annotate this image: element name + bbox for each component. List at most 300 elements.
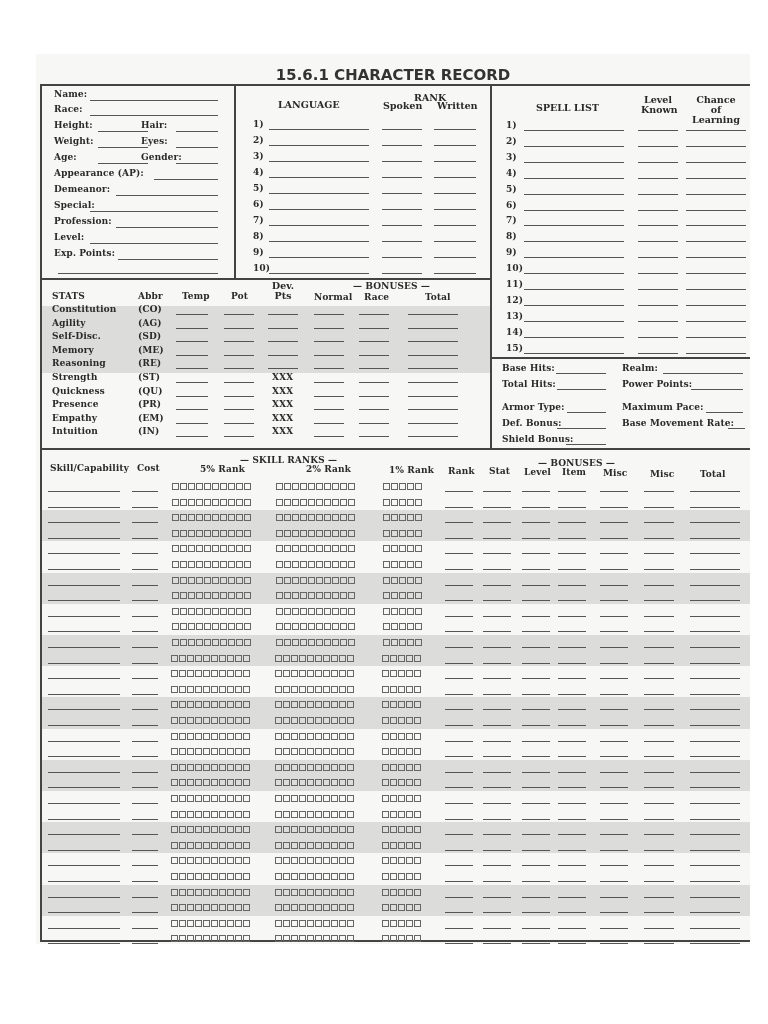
rank-checkbox[interactable] (391, 561, 398, 568)
level-known-line[interactable] (638, 194, 678, 195)
rank-checkbox[interactable] (211, 670, 218, 677)
misc2-line[interactable] (644, 694, 674, 695)
rank-checkbox[interactable] (332, 639, 339, 646)
rank-checkbox[interactable] (390, 670, 397, 677)
rank-line[interactable] (445, 600, 473, 601)
spell-name-line[interactable] (524, 241, 624, 242)
skill-name-line[interactable] (48, 585, 120, 586)
rank-checkbox[interactable] (414, 655, 421, 662)
rank-checkbox[interactable] (315, 795, 322, 802)
rank-checkbox[interactable] (235, 889, 242, 896)
level-line[interactable] (522, 585, 550, 586)
rank-checkbox[interactable] (315, 701, 322, 708)
rank-checkbox[interactable] (292, 514, 299, 521)
cost-line[interactable] (132, 943, 158, 944)
rank-checkbox[interactable] (195, 920, 202, 927)
rank-checkbox[interactable] (414, 764, 421, 771)
rank-checkbox[interactable] (382, 811, 389, 818)
rank-checkbox[interactable] (347, 920, 354, 927)
rank-checkbox[interactable] (227, 920, 234, 927)
rank2-boxes[interactable] (276, 561, 356, 570)
rank-checkbox[interactable] (171, 717, 178, 724)
rank-checkbox[interactable] (275, 795, 282, 802)
rank-checkbox[interactable] (219, 779, 226, 786)
rank-checkbox[interactable] (414, 889, 421, 896)
rank5-boxes[interactable] (172, 483, 252, 492)
item-line[interactable] (558, 647, 586, 648)
rank-checkbox[interactable] (348, 577, 355, 584)
skill-name-line[interactable] (48, 647, 120, 648)
rank-checkbox[interactable] (211, 842, 218, 849)
rank-checkbox[interactable] (414, 795, 421, 802)
item-line[interactable] (558, 834, 586, 835)
item-line[interactable] (558, 491, 586, 492)
rank-checkbox[interactable] (323, 795, 330, 802)
misc2-line[interactable] (644, 912, 674, 913)
rank-checkbox[interactable] (308, 639, 315, 646)
rank-checkbox[interactable] (398, 811, 405, 818)
rank-checkbox[interactable] (406, 889, 413, 896)
rank-checkbox[interactable] (171, 857, 178, 864)
rank-checkbox[interactable] (172, 514, 179, 521)
rank2-boxes[interactable] (275, 811, 355, 820)
rank-checkbox[interactable] (219, 686, 226, 693)
rank-checkbox[interactable] (187, 826, 194, 833)
shield-bonus-line[interactable] (566, 444, 606, 445)
spoken-rank-line[interactable] (382, 241, 422, 242)
rank-line[interactable] (445, 507, 473, 508)
rank-checkbox[interactable] (391, 623, 398, 630)
rank-checkbox[interactable] (300, 483, 307, 490)
rank-checkbox[interactable] (220, 639, 227, 646)
rank-checkbox[interactable] (171, 826, 178, 833)
rank-checkbox[interactable] (171, 795, 178, 802)
rank-checkbox[interactable] (195, 842, 202, 849)
rank-checkbox[interactable] (211, 748, 218, 755)
rank-checkbox[interactable] (211, 935, 218, 942)
rank-checkbox[interactable] (211, 686, 218, 693)
level-line[interactable] (522, 756, 550, 757)
rank5-boxes[interactable] (172, 592, 252, 601)
field-line[interactable] (98, 163, 148, 164)
misc1-line[interactable] (600, 647, 628, 648)
rank-checkbox[interactable] (235, 873, 242, 880)
stat-line[interactable] (483, 631, 511, 632)
temp-line[interactable] (176, 436, 208, 437)
rank-checkbox[interactable] (180, 514, 187, 521)
misc1-line[interactable] (600, 881, 628, 882)
rank1-boxes[interactable] (383, 545, 423, 554)
rank-checkbox[interactable] (284, 514, 291, 521)
rank-checkbox[interactable] (315, 670, 322, 677)
rank-checkbox[interactable] (347, 935, 354, 942)
skill-name-line[interactable] (48, 678, 120, 679)
rank-checkbox[interactable] (316, 623, 323, 630)
rank-checkbox[interactable] (299, 795, 306, 802)
rank-checkbox[interactable] (299, 779, 306, 786)
rank-checkbox[interactable] (390, 920, 397, 927)
rank-checkbox[interactable] (382, 655, 389, 662)
rank-checkbox[interactable] (179, 811, 186, 818)
total-line[interactable] (408, 341, 458, 342)
temp-line[interactable] (176, 341, 208, 342)
rank-checkbox[interactable] (211, 857, 218, 864)
rank-checkbox[interactable] (236, 530, 243, 537)
cost-line[interactable] (132, 787, 158, 788)
rank-checkbox[interactable] (204, 623, 211, 630)
misc1-line[interactable] (600, 819, 628, 820)
rank-checkbox[interactable] (382, 686, 389, 693)
level-line[interactable] (522, 850, 550, 851)
rank-checkbox[interactable] (195, 889, 202, 896)
rank-checkbox[interactable] (228, 499, 235, 506)
rank-checkbox[interactable] (390, 686, 397, 693)
rank-checkbox[interactable] (180, 530, 187, 537)
stat-line[interactable] (483, 600, 511, 601)
skill-name-line[interactable] (48, 912, 120, 913)
field-line[interactable] (98, 131, 148, 132)
rank-checkbox[interactable] (203, 733, 210, 740)
rank-checkbox[interactable] (284, 623, 291, 630)
rank-checkbox[interactable] (339, 920, 346, 927)
def-bonus-line[interactable] (557, 428, 606, 429)
rank-checkbox[interactable] (188, 623, 195, 630)
rank-checkbox[interactable] (324, 514, 331, 521)
rank-checkbox[interactable] (228, 545, 235, 552)
rank-checkbox[interactable] (171, 842, 178, 849)
rank-checkbox[interactable] (291, 701, 298, 708)
cost-line[interactable] (132, 663, 158, 664)
rank-checkbox[interactable] (219, 655, 226, 662)
rank-checkbox[interactable] (382, 764, 389, 771)
skill-name-line[interactable] (48, 803, 120, 804)
rank-checkbox[interactable] (275, 717, 282, 724)
skill-name-line[interactable] (48, 522, 120, 523)
rank-line[interactable] (445, 803, 473, 804)
rank-checkbox[interactable] (347, 733, 354, 740)
rank-checkbox[interactable] (228, 514, 235, 521)
rank-checkbox[interactable] (235, 935, 242, 942)
rank-checkbox[interactable] (398, 842, 405, 849)
rank-checkbox[interactable] (383, 623, 390, 630)
rank-checkbox[interactable] (235, 779, 242, 786)
rank-checkbox[interactable] (227, 779, 234, 786)
spell-name-line[interactable] (524, 146, 624, 147)
rank-checkbox[interactable] (236, 499, 243, 506)
rank-checkbox[interactable] (299, 764, 306, 771)
rank-checkbox[interactable] (406, 655, 413, 662)
rank-checkbox[interactable] (308, 514, 315, 521)
rank-checkbox[interactable] (219, 717, 226, 724)
rank-checkbox[interactable] (406, 686, 413, 693)
level-line[interactable] (522, 569, 550, 570)
total-line[interactable] (690, 819, 740, 820)
rank-checkbox[interactable] (291, 857, 298, 864)
rank-checkbox[interactable] (244, 592, 251, 599)
rank-checkbox[interactable] (307, 904, 314, 911)
rank-checkbox[interactable] (291, 655, 298, 662)
rank-checkbox[interactable] (299, 857, 306, 864)
rank-checkbox[interactable] (324, 608, 331, 615)
level-line[interactable] (522, 538, 550, 539)
skill-name-line[interactable] (48, 616, 120, 617)
rank-checkbox[interactable] (347, 779, 354, 786)
normal-line[interactable] (314, 341, 344, 342)
rank-checkbox[interactable] (340, 545, 347, 552)
total-line[interactable] (408, 314, 458, 315)
level-line[interactable] (522, 787, 550, 788)
rank-checkbox[interactable] (244, 530, 251, 537)
rank-checkbox[interactable] (244, 623, 251, 630)
rank-checkbox[interactable] (195, 826, 202, 833)
level-known-line[interactable] (638, 321, 678, 322)
rank-checkbox[interactable] (228, 639, 235, 646)
skill-name-line[interactable] (48, 694, 120, 695)
stat-line[interactable] (483, 943, 511, 944)
total-line[interactable] (690, 756, 740, 757)
rank-checkbox[interactable] (172, 608, 179, 615)
rank-checkbox[interactable] (307, 873, 314, 880)
rank-line[interactable] (445, 928, 473, 929)
rank-checkbox[interactable] (398, 701, 405, 708)
rank-line[interactable] (445, 834, 473, 835)
skill-name-line[interactable] (48, 725, 120, 726)
rank-checkbox[interactable] (211, 701, 218, 708)
rank-checkbox[interactable] (339, 795, 346, 802)
rank-checkbox[interactable] (220, 499, 227, 506)
rank-checkbox[interactable] (307, 748, 314, 755)
total-line[interactable] (690, 678, 740, 679)
rank-checkbox[interactable] (243, 686, 250, 693)
cost-line[interactable] (132, 553, 158, 554)
spell-name-line[interactable] (524, 337, 624, 338)
rank-checkbox[interactable] (300, 514, 307, 521)
rank-checkbox[interactable] (347, 826, 354, 833)
rank-checkbox[interactable] (283, 889, 290, 896)
rank-line[interactable] (445, 647, 473, 648)
rank-checkbox[interactable] (179, 686, 186, 693)
rank1-boxes[interactable] (382, 904, 422, 913)
level-line[interactable] (522, 491, 550, 492)
rank-checkbox[interactable] (382, 889, 389, 896)
race-line[interactable] (359, 423, 389, 424)
item-line[interactable] (558, 943, 586, 944)
rank2-boxes[interactable] (275, 701, 355, 710)
rank-checkbox[interactable] (331, 935, 338, 942)
rank-checkbox[interactable] (243, 889, 250, 896)
rank1-boxes[interactable] (382, 826, 422, 835)
rank5-boxes[interactable] (172, 561, 252, 570)
rank1-boxes[interactable] (382, 935, 422, 944)
rank-checkbox[interactable] (390, 904, 397, 911)
rank-checkbox[interactable] (316, 577, 323, 584)
rank-checkbox[interactable] (283, 795, 290, 802)
rank-checkbox[interactable] (331, 795, 338, 802)
misc1-line[interactable] (600, 756, 628, 757)
misc2-line[interactable] (644, 772, 674, 773)
race-line[interactable] (359, 341, 389, 342)
rank-checkbox[interactable] (227, 826, 234, 833)
rank-checkbox[interactable] (220, 608, 227, 615)
rank-checkbox[interactable] (332, 530, 339, 537)
rank-checkbox[interactable] (315, 655, 322, 662)
skill-name-line[interactable] (48, 663, 120, 664)
pot-line[interactable] (224, 423, 254, 424)
rank2-boxes[interactable] (275, 857, 355, 866)
rank-checkbox[interactable] (407, 561, 414, 568)
rank-checkbox[interactable] (331, 826, 338, 833)
rank-checkbox[interactable] (276, 561, 283, 568)
rank-checkbox[interactable] (399, 608, 406, 615)
language-name-line[interactable] (269, 241, 369, 242)
rank-checkbox[interactable] (299, 920, 306, 927)
field-line[interactable] (116, 227, 218, 228)
rank-checkbox[interactable] (171, 733, 178, 740)
rank-checkbox[interactable] (220, 530, 227, 537)
rank-checkbox[interactable] (390, 889, 397, 896)
field-line[interactable] (90, 243, 218, 244)
chance-line[interactable] (686, 194, 746, 195)
cost-line[interactable] (132, 881, 158, 882)
rank-checkbox[interactable] (331, 904, 338, 911)
rank-checkbox[interactable] (340, 608, 347, 615)
cost-line[interactable] (132, 694, 158, 695)
rank-checkbox[interactable] (399, 499, 406, 506)
rank-checkbox[interactable] (203, 655, 210, 662)
rank5-boxes[interactable] (172, 530, 252, 539)
misc1-line[interactable] (600, 538, 628, 539)
rank-checkbox[interactable] (203, 701, 210, 708)
cost-line[interactable] (132, 772, 158, 773)
rank-checkbox[interactable] (347, 717, 354, 724)
total-line[interactable] (690, 694, 740, 695)
rank-checkbox[interactable] (196, 639, 203, 646)
rank-checkbox[interactable] (284, 639, 291, 646)
misc1-line[interactable] (600, 725, 628, 726)
rank-checkbox[interactable] (276, 545, 283, 552)
realm-line[interactable] (663, 373, 743, 374)
rank-checkbox[interactable] (243, 655, 250, 662)
rank-checkbox[interactable] (188, 530, 195, 537)
misc2-line[interactable] (644, 491, 674, 492)
rank-checkbox[interactable] (299, 842, 306, 849)
rank1-boxes[interactable] (382, 889, 422, 898)
total-line[interactable] (408, 368, 458, 369)
rank-checkbox[interactable] (331, 873, 338, 880)
rank-checkbox[interactable] (195, 701, 202, 708)
rank2-boxes[interactable] (275, 717, 355, 726)
rank-checkbox[interactable] (415, 545, 422, 552)
rank-checkbox[interactable] (291, 920, 298, 927)
rank-checkbox[interactable] (406, 670, 413, 677)
rank-checkbox[interactable] (390, 779, 397, 786)
rank-line[interactable] (445, 663, 473, 664)
rank-checkbox[interactable] (347, 889, 354, 896)
rank-checkbox[interactable] (339, 764, 346, 771)
level-line[interactable] (522, 709, 550, 710)
stat-line[interactable] (483, 522, 511, 523)
rank-checkbox[interactable] (414, 686, 421, 693)
rank-checkbox[interactable] (187, 873, 194, 880)
level-known-line[interactable] (638, 146, 678, 147)
item-line[interactable] (558, 585, 586, 586)
rank-checkbox[interactable] (236, 577, 243, 584)
level-line[interactable] (522, 694, 550, 695)
rank-checkbox[interactable] (348, 514, 355, 521)
rank-checkbox[interactable] (391, 545, 398, 552)
rank-checkbox[interactable] (179, 935, 186, 942)
rank-checkbox[interactable] (283, 686, 290, 693)
rank-checkbox[interactable] (291, 842, 298, 849)
total-line[interactable] (408, 409, 458, 410)
language-name-line[interactable] (269, 177, 369, 178)
total-line[interactable] (690, 881, 740, 882)
rank5-boxes[interactable] (171, 904, 251, 913)
cost-line[interactable] (132, 647, 158, 648)
rank-checkbox[interactable] (299, 748, 306, 755)
rank-checkbox[interactable] (284, 545, 291, 552)
dev-pts-line[interactable] (268, 368, 298, 369)
rank-checkbox[interactable] (299, 717, 306, 724)
rank-checkbox[interactable] (291, 811, 298, 818)
rank-checkbox[interactable] (244, 499, 251, 506)
chance-line[interactable] (686, 146, 746, 147)
rank1-boxes[interactable] (382, 779, 422, 788)
rank-checkbox[interactable] (283, 826, 290, 833)
rank-line[interactable] (445, 491, 473, 492)
cost-line[interactable] (132, 709, 158, 710)
rank-checkbox[interactable] (235, 764, 242, 771)
rank-checkbox[interactable] (291, 717, 298, 724)
rank5-boxes[interactable] (171, 655, 251, 664)
rank-checkbox[interactable] (212, 592, 219, 599)
rank-checkbox[interactable] (283, 935, 290, 942)
rank-checkbox[interactable] (212, 623, 219, 630)
skill-name-line[interactable] (48, 772, 120, 773)
rank-checkbox[interactable] (324, 483, 331, 490)
rank-checkbox[interactable] (243, 857, 250, 864)
rank1-boxes[interactable] (382, 717, 422, 726)
item-line[interactable] (558, 522, 586, 523)
rank-checkbox[interactable] (331, 701, 338, 708)
rank-checkbox[interactable] (331, 670, 338, 677)
rank2-boxes[interactable] (275, 842, 355, 851)
total-line[interactable] (690, 647, 740, 648)
level-known-line[interactable] (638, 162, 678, 163)
misc1-line[interactable] (600, 585, 628, 586)
skill-name-line[interactable] (48, 834, 120, 835)
misc2-line[interactable] (644, 897, 674, 898)
total-line[interactable] (690, 772, 740, 773)
total-line[interactable] (690, 616, 740, 617)
rank-checkbox[interactable] (291, 889, 298, 896)
rank-checkbox[interactable] (307, 795, 314, 802)
rank5-boxes[interactable] (171, 889, 251, 898)
rank-checkbox[interactable] (243, 811, 250, 818)
rank-checkbox[interactable] (187, 779, 194, 786)
temp-line[interactable] (176, 382, 208, 383)
rank-checkbox[interactable] (195, 935, 202, 942)
rank-line[interactable] (445, 772, 473, 773)
rank-line[interactable] (445, 741, 473, 742)
rank-checkbox[interactable] (227, 811, 234, 818)
skill-name-line[interactable] (48, 553, 120, 554)
rank-checkbox[interactable] (219, 811, 226, 818)
rank5-boxes[interactable] (172, 608, 252, 617)
rank-checkbox[interactable] (204, 639, 211, 646)
rank-checkbox[interactable] (414, 826, 421, 833)
rank-checkbox[interactable] (415, 592, 422, 599)
